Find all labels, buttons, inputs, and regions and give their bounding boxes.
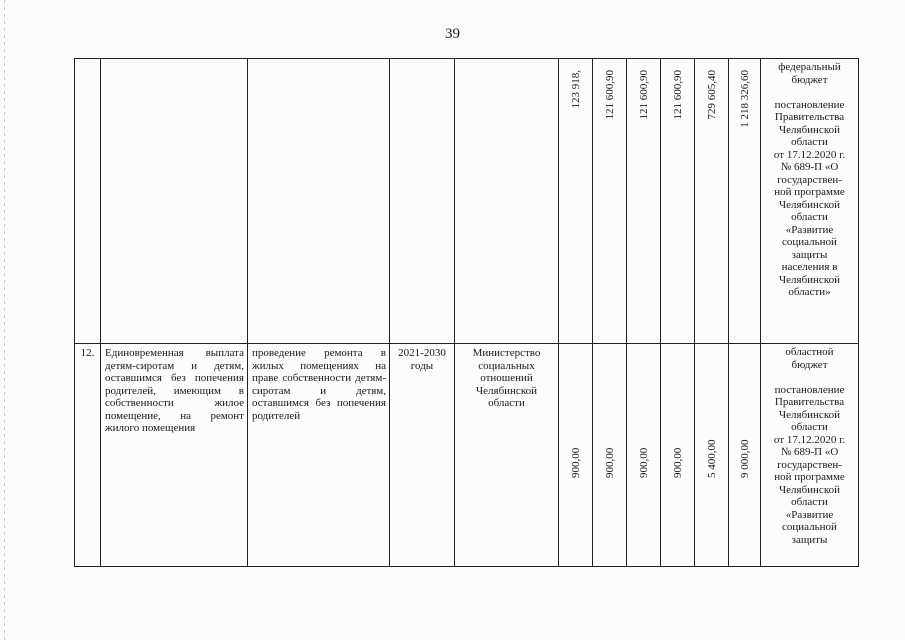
text-line: 2021-2030 [398, 347, 446, 359]
text-line: Челябинской [778, 273, 840, 286]
amount-cell [729, 344, 761, 567]
measure-name-cell [101, 59, 248, 344]
amount-cell [729, 59, 761, 344]
funding-basis [763, 384, 856, 547]
amount-cell [627, 344, 661, 567]
amount-cell [661, 344, 695, 567]
executor-text [455, 344, 558, 410]
text-line: Правительства [774, 396, 845, 408]
table-row [75, 344, 859, 567]
text-line: социальной [782, 521, 837, 533]
measure-name-text: Единовременная выплата детям-сиротам и детям, оставшимся без попечения родителей, имеющим в собственности жилое помещение, на ремонт жилого помещения [105, 347, 244, 434]
page-number: 39 [445, 26, 460, 42]
amount-value: 900,00 [569, 447, 582, 478]
text-line: государствен- [777, 173, 842, 186]
text-line: Челябинской [778, 123, 840, 136]
amount-cell [559, 344, 593, 567]
text-line: Правительства [774, 111, 845, 123]
text-line: «Развитие [785, 223, 834, 236]
text-line: Челябинской [778, 408, 840, 421]
amount-cell [661, 59, 695, 344]
text-line: № 689-П «О [780, 161, 839, 173]
executor-cell [455, 344, 559, 567]
period-cell [390, 59, 455, 344]
result-cell [248, 59, 390, 344]
amount-value: 900,00 [671, 447, 684, 478]
text-line: Министерство [472, 347, 541, 359]
text-line: постановление [774, 383, 845, 396]
amount-value: 1 218 326,60 [738, 70, 751, 128]
funding-budget [763, 61, 856, 86]
text-line: федеральный [778, 61, 841, 73]
text-line: постановление [774, 98, 845, 111]
text-line: области [791, 496, 828, 508]
text-line: государствен- [777, 458, 842, 471]
amount-value: 121 600,90 [637, 70, 650, 120]
text-line: области [488, 397, 525, 409]
text-line: «Развитие [785, 508, 834, 521]
period-text [390, 344, 454, 372]
text-line: годы [410, 359, 434, 372]
funding-budget [763, 346, 856, 371]
program-table [74, 58, 859, 567]
text-line: Челябинской [778, 483, 840, 496]
text-line: области» [788, 286, 831, 298]
amount-value: 729 605,40 [705, 70, 718, 120]
text-line: от 17.12.2020 г. [773, 433, 846, 446]
text-line: социальной [782, 236, 837, 248]
text-line: социальных [478, 359, 535, 372]
row-number-cell: 12. [75, 344, 101, 567]
text-line: области [791, 421, 828, 433]
table-row [75, 59, 859, 344]
amount-value: 5 400,00 [705, 439, 718, 478]
text-line: областной [785, 346, 834, 358]
amount-value: 123 918, [569, 70, 582, 109]
text-line: области [791, 136, 828, 148]
text-line: Челябинской [475, 384, 537, 397]
row-number-cell [75, 59, 101, 344]
text-line: отношений [480, 372, 533, 384]
amount-value: 9 000,00 [738, 439, 751, 478]
amount-value: 121 600,90 [671, 70, 684, 120]
funding-basis [763, 99, 856, 299]
text-line: № 689-П «О [780, 446, 839, 458]
amount-cell [695, 59, 729, 344]
text-line: бюджет [791, 73, 828, 86]
scan-edge-line [4, 0, 5, 640]
text-line: Челябинской [778, 198, 840, 211]
text-line: населения в [781, 261, 838, 273]
text-line: бюджет [791, 358, 828, 371]
amount-cell [695, 344, 729, 567]
text-line: ной программе [774, 186, 845, 198]
funding-source-cell [761, 59, 859, 344]
measure-name-cell [101, 344, 248, 567]
text-line: от 17.12.2020 г. [773, 148, 846, 161]
text-line: ной программе [774, 471, 845, 483]
amount-cell [627, 59, 661, 344]
funding-source-cell [761, 344, 859, 567]
executor-cell [455, 59, 559, 344]
text-line: защиты [791, 533, 828, 546]
period-cell [390, 344, 455, 567]
amount-cell [593, 59, 627, 344]
amount-value: 121 600,90 [603, 70, 616, 120]
result-cell [248, 344, 390, 567]
amount-cell [559, 59, 593, 344]
amount-value: 900,00 [603, 447, 616, 478]
amount-value: 900,00 [637, 447, 650, 478]
text-line: области [791, 211, 828, 223]
result-text: проведение ремонта в жилых помещениях на праве собственности детям-сиротам и детям, оставшимся без попечения родителей [252, 347, 386, 422]
amount-cell [593, 344, 627, 567]
text-line: защиты [791, 248, 828, 261]
